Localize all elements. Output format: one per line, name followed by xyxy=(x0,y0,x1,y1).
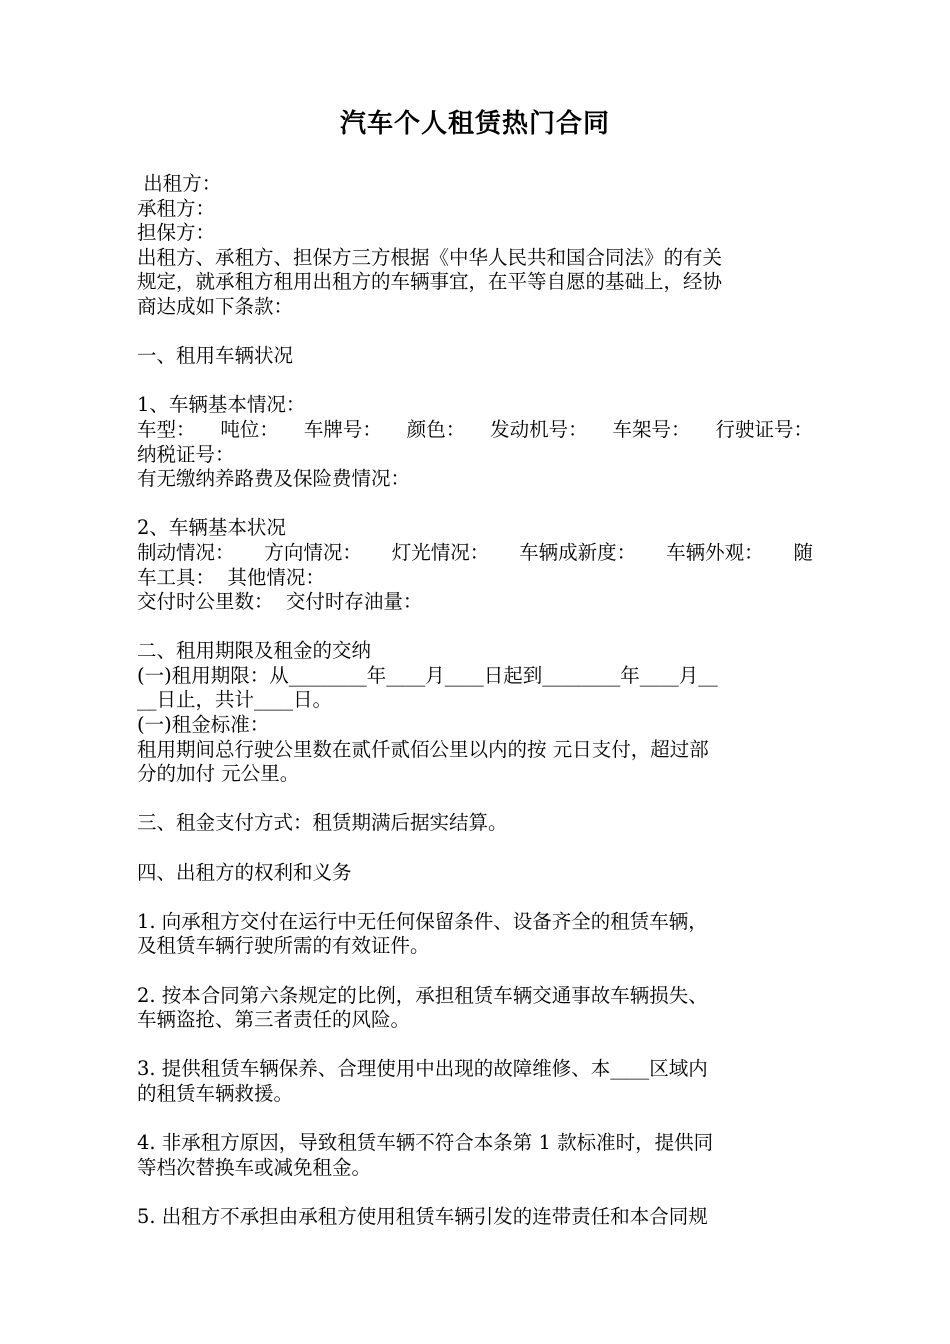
lessee-label: 承租方： xyxy=(137,196,216,220)
field-label: 随 xyxy=(793,540,813,564)
section-heading: 三、租金支付方式：租赁期满后据实结算。 xyxy=(137,811,508,835)
field-label: 车工具： 其他情况： xyxy=(137,565,325,589)
document-body xyxy=(137,172,813,1230)
rent-line: 分的加付 元公里。 xyxy=(137,762,300,786)
preamble-line: 出租方、承租方、担保方三方根据《中华人民共和国合同法》的有关 xyxy=(137,245,723,269)
field-label: 交付时公里数： 交付时存油量： xyxy=(137,590,423,614)
document-title: 汽车个人租赁热门合同 xyxy=(339,109,610,139)
clause-line: 等档次替换车或减免租金。 xyxy=(137,1155,372,1179)
term-line: (一)租用期限：从________年____月____日起到________年____月__ xyxy=(137,663,718,687)
field-label: 行驶证号： xyxy=(715,417,813,441)
field-label: 有无缴纳养路费及保险费情况： xyxy=(137,467,411,491)
field-label: 纳税证号： xyxy=(137,442,235,466)
field-label: 车辆成新度： xyxy=(519,540,637,564)
clause-line: 3. 提供租赁车辆保养、合理使用中出现的故障维修、本____区域内 xyxy=(137,1057,708,1081)
preamble-line: 商达成如下条款： xyxy=(137,294,294,318)
section-heading: 二、租用期限及租金的交纳 xyxy=(137,639,372,663)
rent-heading: (一)租金标准： xyxy=(137,713,270,737)
rent-line: 租用期间总行驶公里数在贰仟贰佰公里以内的按 元日支付，超过部 xyxy=(137,737,709,761)
preamble-line: 规定，就承租方租用出租方的车辆事宜，在平等自愿的基础上，经协 xyxy=(137,270,723,294)
subsection-heading: 1、车辆基本情况： xyxy=(137,393,306,417)
clause-line: 1. 向承租方交付在运行中无任何保留条件、设备齐全的租赁车辆， xyxy=(137,909,708,933)
section-heading: 四、出租方的权利和义务 xyxy=(137,860,352,884)
clause-line: 车辆盗抢、第三者责任的风险。 xyxy=(137,1008,411,1032)
clause-line: 2. 按本合同第六条规定的比例，承担租赁车辆交通事故车辆损失、 xyxy=(137,983,708,1007)
guarantor-label: 担保方： xyxy=(137,221,216,245)
vehicle-fields-row xyxy=(137,418,813,443)
term-line: __日止，共计____日。 xyxy=(137,688,333,712)
clause-line: 4. 非承租方原因，导致租赁车辆不符合本条第 1 款标准时，提供同 xyxy=(137,1131,714,1155)
field-label: 车型： xyxy=(137,417,196,441)
field-label: 灯光情况： xyxy=(391,540,490,564)
lessor-label: 出租方： xyxy=(137,172,222,195)
condition-fields-row xyxy=(137,541,813,566)
field-label: 发动机号： xyxy=(490,417,588,441)
field-label: 颜色： xyxy=(406,417,466,441)
clause-line: 及租赁车辆行驶所需的有效证件。 xyxy=(137,934,430,958)
field-label: 车辆外观： xyxy=(666,540,764,564)
field-label: 制动情况： xyxy=(137,540,235,564)
field-label: 吨位： xyxy=(220,417,279,441)
field-label: 车架号： xyxy=(612,417,691,441)
clause-line: 的租赁车辆救援。 xyxy=(137,1081,294,1105)
clause-line: 5. 出租方不承担由承租方使用租赁车辆引发的连带责任和本合同规 xyxy=(137,1204,708,1228)
section-heading: 一、租用车辆状况 xyxy=(137,344,294,368)
field-label: 方向情况： xyxy=(264,540,362,564)
field-label: 车牌号： xyxy=(303,417,382,441)
subsection-heading: 2、车辆基本状况 xyxy=(137,516,286,540)
